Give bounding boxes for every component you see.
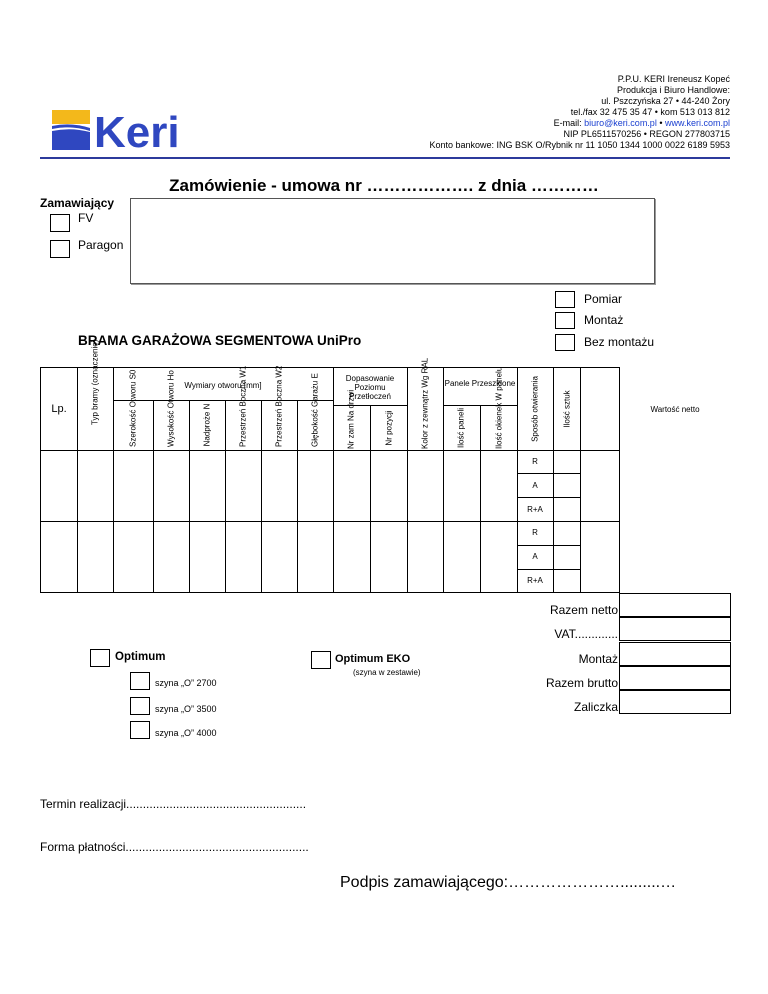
paragon-label: Paragon xyxy=(78,238,124,252)
vat-label: VAT............. xyxy=(554,627,618,641)
col-ilosc-okienek: Ilość okienek W panelu xyxy=(494,366,504,449)
podpis-zamawiajacego[interactable]: Podpis zamawiającego:………………….........… xyxy=(340,874,677,891)
szyna-3500-checkbox[interactable] xyxy=(130,697,150,715)
col-wartosc: Wartość netto xyxy=(650,405,700,414)
bez-montazu-label: Bez montażu xyxy=(584,335,655,349)
option-a: A xyxy=(532,481,538,490)
option-r: R xyxy=(532,528,538,537)
option-ra: R+A xyxy=(527,576,543,585)
zaliczka-label: Zaliczka xyxy=(573,700,618,714)
col-wysokosc: Wysokość Otworu Ho xyxy=(166,370,176,447)
szyna-4000-checkbox[interactable] xyxy=(130,721,150,739)
website-link[interactable]: www.keri.com.pl xyxy=(664,118,730,128)
col-lp: Lp. xyxy=(51,403,67,415)
montaz-total-label: Montaż xyxy=(578,652,618,666)
company-line: P.P.U. KERI Ireneusz Kopeć xyxy=(617,74,730,84)
email-link[interactable]: biuro@keri.com.pl xyxy=(584,118,657,128)
col-glebokosc: Głębokość Garażu E xyxy=(310,373,320,447)
col-sposob: Sposób otwierania xyxy=(530,376,540,442)
section-title: BRAMA GARAŻOWA SEGMENTOWA UniPro xyxy=(78,333,362,348)
razem-brutto-field[interactable] xyxy=(619,666,731,690)
col-ilosc-paneli: Ilość paneli xyxy=(456,407,466,449)
col-nadproze: Nadproże N xyxy=(202,403,212,447)
option-ra: R+A xyxy=(527,505,543,514)
szyna-2700-checkbox[interactable] xyxy=(130,672,150,690)
separator: • xyxy=(656,118,665,128)
optimum-checkbox[interactable] xyxy=(90,649,110,667)
szyna-2700-label: szyna „O” 2700 xyxy=(155,678,217,688)
szyna-3500-label: szyna „O” 3500 xyxy=(155,704,217,714)
col-ilosc-sztuk: Ilość sztuk xyxy=(562,390,572,428)
forma-platnosci[interactable]: Forma płatności....................................................... xyxy=(40,840,309,854)
col-kolor: Kolor z zewnątrz Wg RAL xyxy=(420,357,430,449)
col-przestrzen-w1: Przestrzeń Boczna W1 xyxy=(238,365,248,447)
company-line: tel./fax 32 475 35 47 • kom 513 013 812 xyxy=(570,107,730,117)
optimum-label: Optimum xyxy=(115,651,166,663)
company-bank: Konto bankowe: ING BSK O/Rybnik nr 11 1050 1344 1000 0022 6189 5953 xyxy=(429,140,730,150)
col-nr-pozycji: Nr pozycji xyxy=(384,410,394,446)
optimum-eko-note: (szyna w zestawie) xyxy=(353,668,421,677)
zaliczka-field[interactable] xyxy=(619,690,731,714)
optimum-eko-checkbox[interactable] xyxy=(311,651,331,669)
option-a: A xyxy=(532,552,538,561)
razem-brutto-label: Razem brutto xyxy=(545,676,618,690)
vat-field[interactable] xyxy=(619,617,731,641)
company-line: ul. Pszczyńska 27 • 44-240 Żory xyxy=(601,96,730,106)
company-nip: NIP PL6511570256 • REGON 277803715 xyxy=(563,129,730,139)
logo-text: Keri xyxy=(94,110,180,150)
montaz-label: Montaż xyxy=(584,313,624,327)
montaz-total-field[interactable] xyxy=(619,642,731,666)
col-szerokosc: Szerokość Otworu S0 xyxy=(128,369,138,447)
pomiar-label: Pomiar xyxy=(584,292,623,306)
email-prefix: E-mail: xyxy=(553,118,585,128)
col-panele: Panele Przeszklone xyxy=(444,379,516,388)
col-dopasowanie: Dopasowanie Poziomu Przetłoczeń xyxy=(345,374,395,401)
col-wymiary: Wymiary otworu [mm] xyxy=(184,381,262,390)
col-przestrzen-w2: Przestrzeń Boczna W2 xyxy=(274,365,284,447)
zamawiajacy-label: Zamawiający xyxy=(40,196,115,210)
col-typ-bramy: Typ bramy (oznaczenie) xyxy=(90,339,100,425)
optimum-eko-label: Optimum EKO xyxy=(335,653,411,665)
company-line: Produkcja i Biuro Handlowe: xyxy=(616,85,730,95)
fv-label: FV xyxy=(78,211,94,225)
option-r: R xyxy=(532,457,538,466)
szyna-4000-label: szyna „O” 4000 xyxy=(155,728,217,738)
col-nr-zam: Nr zam Na drzwi xyxy=(346,389,356,449)
razem-netto-label: Razem netto xyxy=(549,603,618,617)
termin-realizacji[interactable]: Termin realizacji...................................................... xyxy=(40,797,307,811)
page-title: Zamówienie - umowa nr ………………. z dnia ………… xyxy=(169,176,599,195)
razem-netto-field[interactable] xyxy=(619,593,731,617)
